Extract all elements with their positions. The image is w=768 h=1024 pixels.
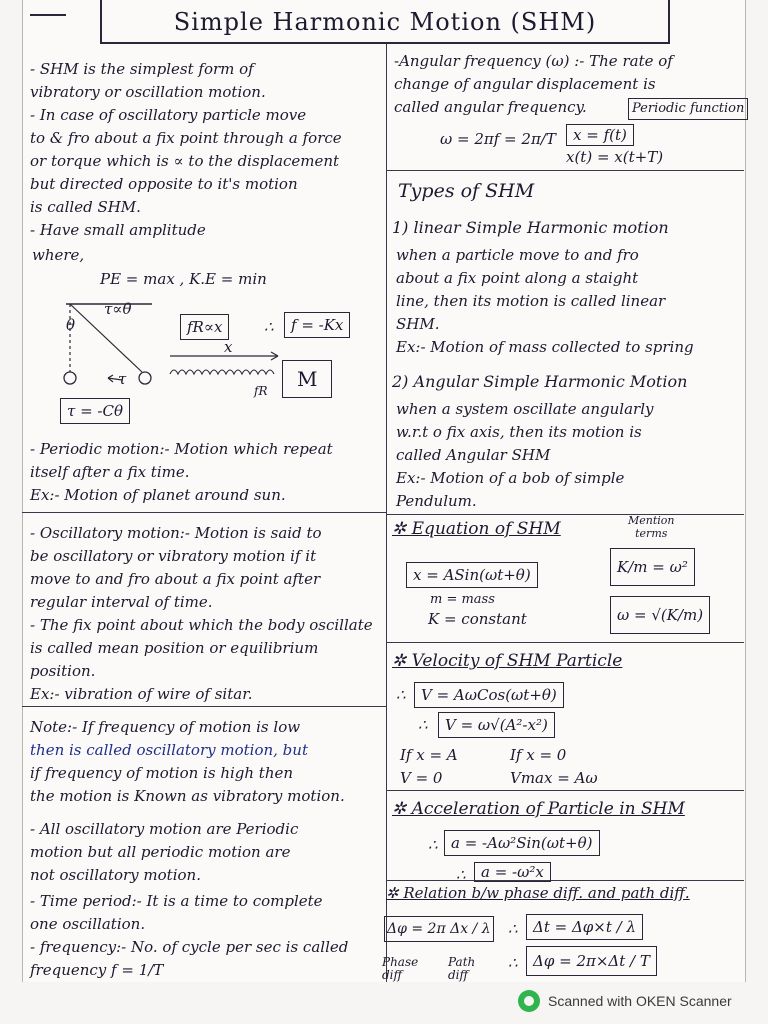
divider-left-2 [22, 706, 386, 707]
periodic-condition: x(t) = x(t+T) [566, 148, 664, 166]
therefore-symbol: ∴ [264, 318, 274, 336]
hooke-law-box: f = -Kx [284, 312, 350, 338]
therefore-acc-2: ∴ [456, 866, 466, 884]
therefore-velocity-1: ∴ [396, 686, 406, 704]
omega-root-box: ω = √(K/m) [610, 596, 710, 634]
note-line-1: Note:- If frequency of motion is low [30, 718, 301, 736]
divider-right-5 [386, 880, 744, 881]
tau-label: τ [118, 370, 127, 388]
divider-right-4 [386, 790, 744, 791]
pe-ke-text: PE = max , K.E = min [100, 270, 267, 288]
velocity-equation-2: V = ω√(A²-x²) [438, 712, 555, 738]
types-heading: Types of SHM [398, 180, 535, 202]
page-title: Simple Harmonic Motion (SHM) [100, 0, 670, 44]
shm-equation-box: x = ASin(ωt+θ) [406, 562, 538, 588]
angular-frequency-text: -Angular frequency (ω) :- The rate of change of angular displacement is called angular frequency. [394, 52, 673, 116]
omega-equation: ω = 2πf = 2π/T [440, 130, 556, 148]
torque-label: τ∝θ [104, 300, 132, 318]
mass-block: M [282, 360, 332, 398]
note-line-2: then is called oscillatory motion, but [30, 741, 308, 759]
frequency-text: - frequency:- No. of cycle per sec is called frequency f = 1/T [30, 938, 349, 979]
velocity-equation-1: V = AωCos(ωt+θ) [414, 682, 564, 708]
therefore-velocity-2: ∴ [418, 716, 428, 734]
equation-heading: ✲ Equation of SHM [392, 519, 561, 539]
velocity-case-2: If x = 0 Vmax = Aω [510, 746, 598, 787]
linear-shm-text: when a particle move to and fro about a fix point along a staight line, then its motion is called linear SHM. Ex:- Motion of mass collected to spring [396, 246, 694, 356]
angular-shm-heading: 2) Angular Simple Harmonic Motion [392, 372, 688, 391]
spring-diagram [166, 350, 286, 386]
angular-shm-text: when a system oscillate angularly w.r.t o fix axis, then its motion is called Angular SHM Ex:- Motion of a bob of simple Pendulum. [396, 400, 654, 510]
linear-shm-heading: 1) linear Simple Harmonic motion [392, 218, 669, 237]
divider-right-1 [386, 170, 744, 171]
divider-right-2 [386, 514, 744, 515]
theta-label: θ [66, 316, 76, 334]
fr-label: fR [254, 384, 268, 398]
page-dash [30, 14, 66, 16]
path-diff-label: Path diff [448, 955, 476, 982]
time-diff-equation: Δt = Δφ×t / λ [526, 914, 643, 940]
therefore-relation-1: ∴ [508, 920, 518, 938]
acceleration-heading: ✲ Acceleration of Particle in SHM [392, 799, 685, 819]
oscillatory-motion-text: - Oscillatory motion:- Motion is said to be oscillatory or vibratory motion if it move to and fro about a fix point after regular interval of time. - The fix point about which the body oscillate is called mean position or equilibrium position. Ex:- vibration of wire of sitar. [30, 524, 373, 703]
therefore-relation-2: ∴ [508, 954, 518, 972]
column-divider [386, 44, 387, 982]
x-function-box: x = f(t) [566, 124, 634, 146]
torque-equation: τ = -Cθ [60, 398, 130, 424]
phase-path-equation: Δφ = 2π Δx / λ [384, 916, 494, 942]
scanner-watermark [518, 988, 732, 1014]
scanner-logo-icon [518, 990, 540, 1012]
mention-terms-note: Mention terms [628, 514, 675, 540]
periodic-motion-text: - Periodic motion:- Motion which repeat itself after a fix time. Ex:- Motion of planet around sun. [30, 440, 333, 504]
note-text [30, 716, 386, 808]
acceleration-equation-1: a = -Aω²Sin(ωt+θ) [444, 830, 600, 856]
scanner-text: Scanned with OKEN Scanner [548, 993, 732, 1009]
displacement-x-label: x [224, 338, 233, 356]
velocity-case-1: If x = A V = 0 [400, 746, 458, 787]
constant-definition: K = constant [428, 610, 527, 628]
mass-definition: m = mass [430, 592, 495, 607]
therefore-acc-1: ∴ [428, 836, 438, 854]
velocity-heading: ✲ Velocity of SHM Particle [392, 651, 623, 671]
k-over-m-box: K/m = ω² [610, 548, 695, 586]
divider-left-1 [22, 512, 386, 513]
phase-diff-label: Phase diff [382, 955, 419, 982]
note-line-3: if frequency of motion is high then the motion is Known as vibratory motion. [30, 764, 345, 805]
phase-time-equation: Δφ = 2π×Δt / T [526, 946, 657, 976]
acceleration-equation-2: a = -ω²x [474, 862, 551, 882]
all-oscillatory-text: - All oscillatory motion are Periodic motion but all periodic motion are not oscillatory motion. [30, 820, 299, 884]
intro-text: - SHM is the simplest form of vibratory or oscillation motion. - In case of oscillatory particle move to & fro about a fix point through a force or torque which is ∝ to the displacement but directed opposite to it's motion is called SHM. - Have small amplitude [30, 60, 342, 239]
relation-heading: ✲ Relation b/w phase diff. and path diff. [386, 884, 690, 902]
where-label: where, [32, 246, 85, 264]
fr-proportional-box: fR∝x [180, 314, 229, 340]
divider-right-3 [386, 642, 744, 643]
periodic-function-label: Periodic function [628, 98, 748, 120]
time-period-text: - Time period:- It is a time to complete one oscillation. [30, 892, 323, 933]
